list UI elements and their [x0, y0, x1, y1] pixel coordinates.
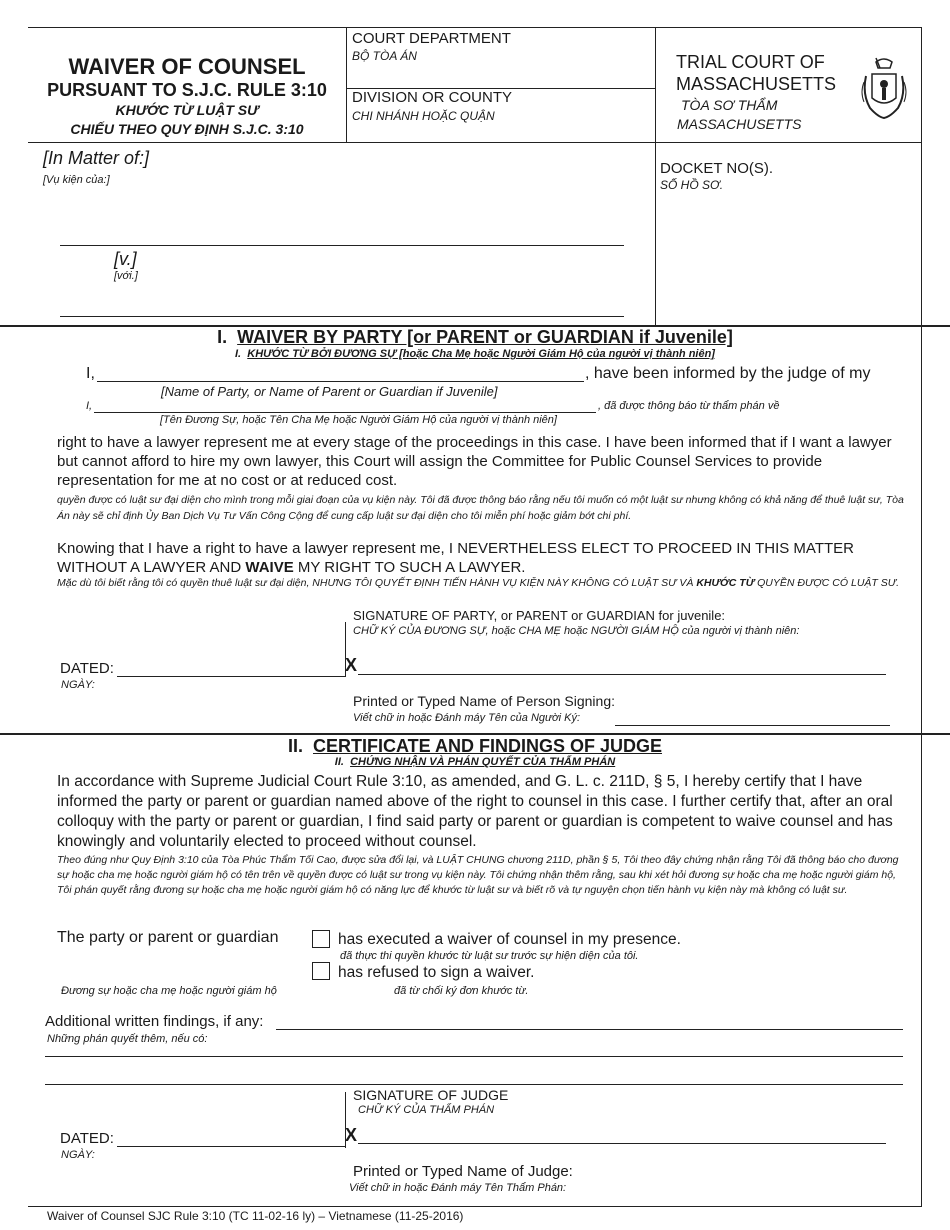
section2-heading-vi: [0, 756, 950, 768]
i-label-vi: I,: [86, 400, 93, 412]
section1-heading-vi: [0, 348, 950, 360]
printed-name-label: Printed or Typed Name of Person Signing:: [353, 693, 616, 709]
party-guardian-label-vi: Đương sự hoặc cha mẹ hoặc người giám hộ: [61, 985, 277, 997]
additional-findings-label: Additional written findings, if any:: [45, 1013, 264, 1030]
additional-findings-line1[interactable]: [276, 1029, 903, 1030]
election-text-c: MY RIGHT TO SUCH A LAWYER.: [293, 559, 526, 576]
section1-heading: [0, 327, 950, 348]
docket-field[interactable]: [658, 196, 918, 322]
judge-signature-x-mark: X: [345, 1125, 358, 1145]
executed-waiver-label-vi: đã thực thi quyền khước từ luật sư trước sự hiện diện của tôi.: [340, 950, 639, 962]
section2-heading-text: CERTIFICATE AND FINDINGS OF JUDGE: [313, 736, 663, 756]
refused-waiver-label: has refused to sign a waiver.: [338, 964, 535, 981]
party-signature-field[interactable]: [358, 674, 886, 675]
division-county-label: DIVISION OR COUNTY: [352, 89, 513, 106]
additional-findings-line2[interactable]: [45, 1056, 903, 1057]
dated-field[interactable]: [117, 676, 345, 677]
trial-court-title-vi: [677, 96, 802, 134]
title-en-line1: WAIVER OF COUNSEL: [68, 54, 306, 79]
versus-label-vi: [với.]: [114, 270, 138, 282]
form-title: [28, 54, 346, 139]
judge-signature-label-vi: CHỮ KÝ CỦA THẨM PHÁN: [358, 1104, 495, 1116]
executed-waiver-checkbox[interactable]: [312, 930, 330, 948]
judge-dated-label: DATED:: [60, 1130, 114, 1147]
party-signature-label: SIGNATURE OF PARTY, or PARENT or GUARDIAN for juvenile:: [353, 608, 726, 623]
section2-heading-vi-text: CHỨNG NHẬN VÀ PHÁN QUYẾT CỦA THẨM PHÁN: [350, 756, 616, 768]
certificate-paragraph-vi: Theo đúng như Quy Định 3:10 của Tòa Phúc Thẩm Tối Cao, được sửa đổi lại, và LUẬT CHUNG chương 211D, phần § 5, Tôi theo đây chứng nhận rằng Tôi đã thông báo cho đương sự hoặc cha mẹ hoặc người giám hộ có tên trên về quyền được có luật sư trong vụ kiện này. Tôi chứng nhận thêm rằng, sau khi xét hỏi đương sự hoặc cha mẹ hoặc người giám hộ, Tôi phán quyết rằng đương sự hoặc cha mẹ hoặc người giám hộ có năng lực để khước từ luật sư và biết rõ và tự nguyện chọn tiến hành vụ kiện này mà không có luật sư.: [57, 854, 899, 896]
court-department-label: COURT DEPARTMENT: [352, 30, 511, 47]
court-department-label-vi: BỘ TÒA ÁN: [352, 49, 417, 63]
certificate-paragraph: In accordance with Supreme Judicial Court Rule 3:10, as amended, and G. L. c. 211D, § 5, I hereby certify that I have informed the party or parent or guardian named above of the right to counsel in this case. I further certify that, after an oral colloquy with the party or parent or guardian, I find said party or parent or guardian is competent to waive counsel and has knowingly and voluntarily elected to proceed without counsel.: [57, 773, 893, 850]
docket-label-vi: SỐ HỒ SƠ.: [660, 178, 724, 192]
section2-heading: [0, 736, 950, 757]
printed-judge-label-vi: Viết chữ in hoặc Đánh máy Tên Thẩm Phán:: [349, 1182, 567, 1194]
informed-text-vi: , đã được thông báo từ thẩm phán về: [598, 400, 780, 412]
judge-signature-field[interactable]: [358, 1143, 886, 1144]
dated-label-vi: NGÀY:: [61, 679, 95, 691]
refused-waiver-checkbox[interactable]: [312, 962, 330, 980]
judge-dated-field[interactable]: [117, 1146, 345, 1147]
division-county-label-vi: CHI NHÁNH HOẶC QUẬN: [352, 109, 495, 123]
trial-court-line2: MASSACHUSETTS: [676, 74, 837, 94]
in-matter-field[interactable]: [60, 245, 624, 246]
party-signature-label-vi: CHỮ KÝ CỦA ĐƯƠNG SỰ, hoặc CHA MẸ hoặc NGƯỜI GIÁM HỘ của người vị thành niên:: [353, 625, 800, 637]
executed-waiver-label: has executed a waiver of counsel in my presence.: [338, 931, 681, 948]
party-name-caption: [Name of Party, or Name of Parent or Guardian if Juvenile]: [161, 384, 498, 399]
trial-court-vi-line1: TÒA SƠ THẨM: [681, 97, 778, 113]
title-en-line2: PURSUANT TO S.J.C. RULE 3:10: [47, 80, 327, 100]
printed-judge-label: Printed or Typed Name of Judge:: [353, 1163, 573, 1180]
additional-findings-line3[interactable]: [45, 1084, 903, 1085]
election-vi-c: QUYỀN ĐƯỢC CÓ LUẬT SƯ.: [754, 577, 899, 589]
section2-heading-num: II.: [287, 736, 303, 756]
footer-form-id: Waiver of Counsel SJC Rule 3:10 (TC 11-02-16 ly) – Vietnamese (11-25-2016): [47, 1209, 464, 1223]
rights-paragraph: right to have a lawyer represent me at every stage of the proceedings in this case. I have been informed that if I want a lawyer but cannot afford to hire my own lawyer, this Court will assign the Committee for Public Counsel Services to provide representation for me at no cost or at reduced cost.: [57, 434, 892, 489]
docket-label: DOCKET NO(S).: [660, 160, 774, 177]
election-paragraph-vi: [57, 576, 910, 591]
printed-name-label-vi: Viết chữ in hoặc Đánh máy Tên của Người Ký:: [353, 712, 581, 724]
in-matter-label: [In Matter of:]: [43, 148, 150, 168]
party-name-field[interactable]: [97, 381, 584, 382]
dated-label: DATED:: [60, 660, 114, 677]
printed-name-field[interactable]: [615, 725, 890, 726]
informed-text: , have been informed by the judge of my: [585, 365, 871, 382]
trial-court-line1: TRIAL COURT OF: [676, 52, 825, 72]
election-vi-b: KHƯỚC TỪ: [696, 577, 755, 589]
title-vi-line2: CHIẾU THEO QUY ĐỊNH S.J.C. 3:10: [70, 121, 304, 137]
judge-signature-label: SIGNATURE OF JUDGE: [353, 1087, 509, 1103]
section1-heading-num: I.: [217, 327, 228, 347]
trial-court-vi-line2: MASSACHUSETTS: [677, 116, 802, 132]
judge-dated-label-vi: NGÀY:: [61, 1149, 95, 1161]
party-name-caption-vi: [Tên Đương Sự, hoặc Tên Cha Mẹ hoặc Người Giám Hộ của người vị thành niên]: [160, 414, 557, 426]
party-name-field-vi[interactable]: [94, 412, 596, 413]
refused-waiver-label-vi: đã từ chối ký đơn khước từ.: [394, 985, 529, 997]
section1-heading-text: WAIVER BY PARTY [or PARENT or GUARDIAN if Juvenile]: [237, 327, 733, 347]
election-vi-a: Mặc dù tôi biết rằng tôi có quyền thuê luật sư đại diện, NHƯNG TÔI QUYẾT ĐỊNH TIẾN HÀNH VỤ KIỆN NÀY KHÔNG CÓ LUẬT SƯ VÀ: [57, 577, 697, 589]
election-waive: WAIVE: [245, 559, 294, 576]
massachusetts-seal-icon: [856, 54, 912, 120]
section1-heading-vi-num: I.: [235, 348, 242, 360]
rights-paragraph-vi: quyền được có luật sư đại diện cho mình trong mỗi giai đoạn của vụ kiện này. Tôi đã được thông báo rằng nếu tôi muốn có một luật sư nhưng không có khả năng để thuê luật sư, Tòa Án này sẽ chỉ định Ủy Ban Dịch Vụ Tư Vấn Công Cộng để cung cấp luật sư đại diện cho tôi miễn phí hoặc giảm bớt chi phí.: [57, 494, 904, 522]
election-text-a: Knowing that I have a right to have a lawyer represent me, I NEVERTHELESS ELECT TO PROCEED IN THIS MATTER WITHOUT A LAWYER AND: [57, 540, 854, 576]
signature-x-mark: X: [345, 655, 358, 675]
section2-heading-vi-num: II.: [334, 756, 344, 768]
election-paragraph: [57, 539, 910, 577]
trial-court-title: [676, 51, 836, 95]
i-label: I,: [86, 365, 95, 382]
versus-field[interactable]: [60, 316, 624, 317]
additional-findings-label-vi: Những phán quyết thêm, nếu có:: [47, 1033, 208, 1045]
versus-label: [v.]: [114, 249, 137, 269]
section1-heading-vi-text: KHƯỚC TỪ BỞI ĐƯƠNG SỰ [hoặc Cha Mẹ hoặc Người Giám Hộ của người vị thành niên]: [247, 348, 715, 360]
in-matter-label-vi: [Vụ kiện của:]: [43, 174, 110, 186]
title-vi-line1: KHƯỚC TỪ LUẬT SƯ: [115, 102, 259, 118]
party-guardian-label: The party or parent or guardian: [57, 929, 279, 946]
